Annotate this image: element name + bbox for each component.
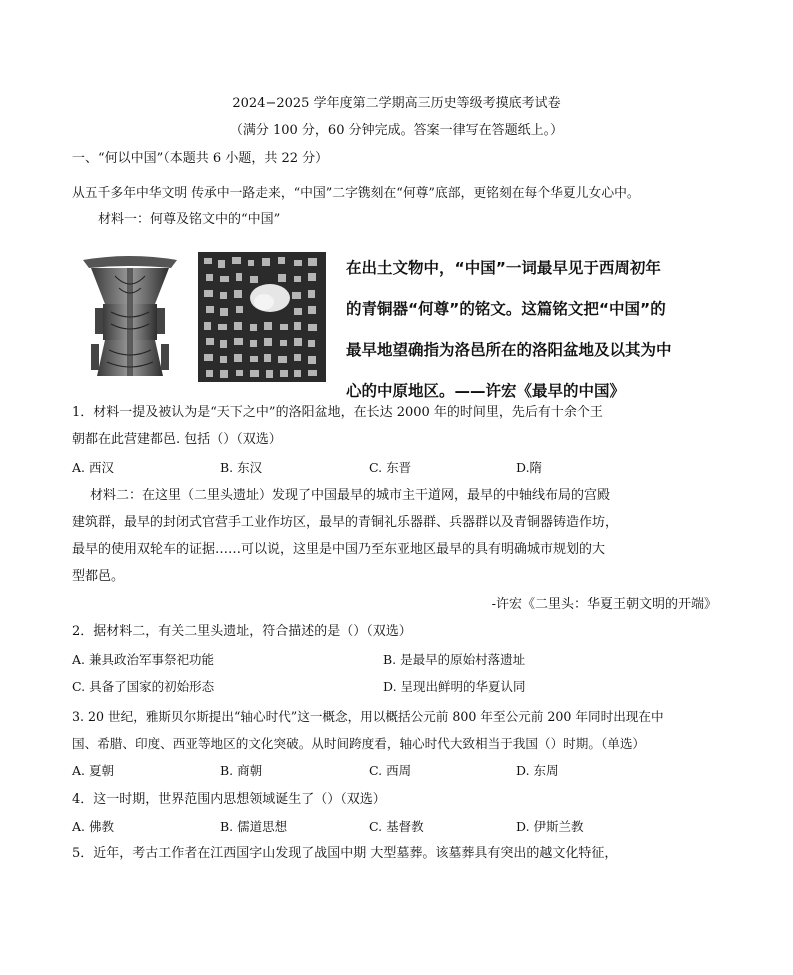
section-heading: 一、“何以中国”（本题共 6 小题，共 22 分） — [72, 151, 329, 166]
q1-option-c: C. 东晋 — [369, 460, 412, 475]
q3-option-b: B. 商朝 — [220, 763, 263, 778]
material1-quote — [346, 248, 726, 412]
q1-option-b: B. 东汉 — [220, 460, 263, 475]
quote-line: 心的中原地区。——许宏《最早的中国》 — [346, 382, 626, 400]
q4-option-d: D. 伊斯兰教 — [516, 819, 584, 834]
q2-stem: 2．据材料二，有关二里头遗址，符合描述的是（）（双选） — [72, 624, 412, 639]
q3-option-a: A. 夏朝 — [72, 763, 114, 778]
material2-line1: 材料二：在这里（二里头遗址）发现了中国最早的城市主干道网，最早的中轴线布局的宫殿 — [90, 488, 611, 503]
material2-line2: 建筑群，最早的封闭式官营手工业作坊区，最早的青铜礼乐器群、兵器群以及青铜器铸造作坊， — [72, 515, 619, 530]
page-subtitle: （满分 100 分，60 分钟完成。答案一律写在答题纸上。） — [229, 123, 564, 138]
q3-stem-line1: 3. 20 世纪，雅斯贝尔斯提出“轴心时代”这一概念，用以概括公元前 800 年至公元前 200 年同时出现在中 — [72, 709, 664, 724]
quote-line: 的青铜器“何尊”的铭文。这篇铭文把“中国”的 — [346, 300, 666, 318]
material2-source: -许宏《二里头：华夏王朝文明的开端》 — [491, 597, 717, 612]
q1-stem-line1: 1．材料一提及被认为是“天下之中”的洛阳盆地，在长达 2000 年的时间里，先后有十余个王 — [72, 405, 603, 420]
q3-option-c: C. 西周 — [369, 763, 412, 778]
quote-line: 最早地望确指为洛邑所在的洛阳盆地及以其为中 — [346, 341, 672, 359]
q2-option-d: D. 呈现出鲜明的华夏认同 — [383, 679, 526, 694]
q4-option-c: C. 基督教 — [369, 819, 424, 834]
q4-option-b: B. 儒道思想 — [220, 819, 288, 834]
material1-label: 材料一：何尊及铭文中的“中国” — [98, 212, 281, 227]
q5-stem: 5．近年，考古工作者在江西国字山发现了战国中期 大型墓葬。该墓葬具有突出的越文化特征， — [72, 846, 618, 861]
q3-stem-line2: 国、希腊、印度、西亚等地区的文化突破。从时间跨度看，轴心时代大致相当于我国（）时期。（单选） — [72, 736, 646, 751]
inscription-rubbing-image — [198, 252, 326, 382]
q1-option-d: D.隋 — [516, 460, 543, 475]
q2-option-a: A. 兼具政治军事祭祀功能 — [72, 652, 214, 667]
he-zun-vessel-image — [75, 252, 185, 382]
section-intro: 从五千多年中华文明 传承中一路走来，“中国”二字镌刻在“何尊”底部，更铭刻在每个华夏儿女心中。 — [72, 186, 640, 201]
material2-line3: 最早的使用双轮车的证据……可以说，这里是中国乃至东亚地区最早的具有明确城市规划的大 — [72, 542, 606, 557]
q1-stem-line2: 朝都在此营建都邑. 包括（）（双选） — [72, 432, 282, 447]
material2-line4: 型都邑。 — [72, 569, 125, 584]
page-title: 2024−2025 学年度第二学期高三历史等级考摸底考试卷 — [232, 96, 561, 111]
q2-option-c: C. 具备了国家的初始形态 — [72, 679, 215, 694]
quote-line: 在出土文物中，“中国”一词最早见于西周初年 — [346, 259, 661, 277]
q4-stem: 4．这一时期，世界范围内思想领域诞生了（）（双选） — [72, 792, 386, 807]
q4-option-a: A. 佛教 — [72, 819, 114, 834]
q2-option-b: B. 是最早的原始村落遗址 — [383, 652, 526, 667]
q1-option-a: A. 西汉 — [72, 460, 114, 475]
q3-option-d: D. 东周 — [516, 763, 559, 778]
